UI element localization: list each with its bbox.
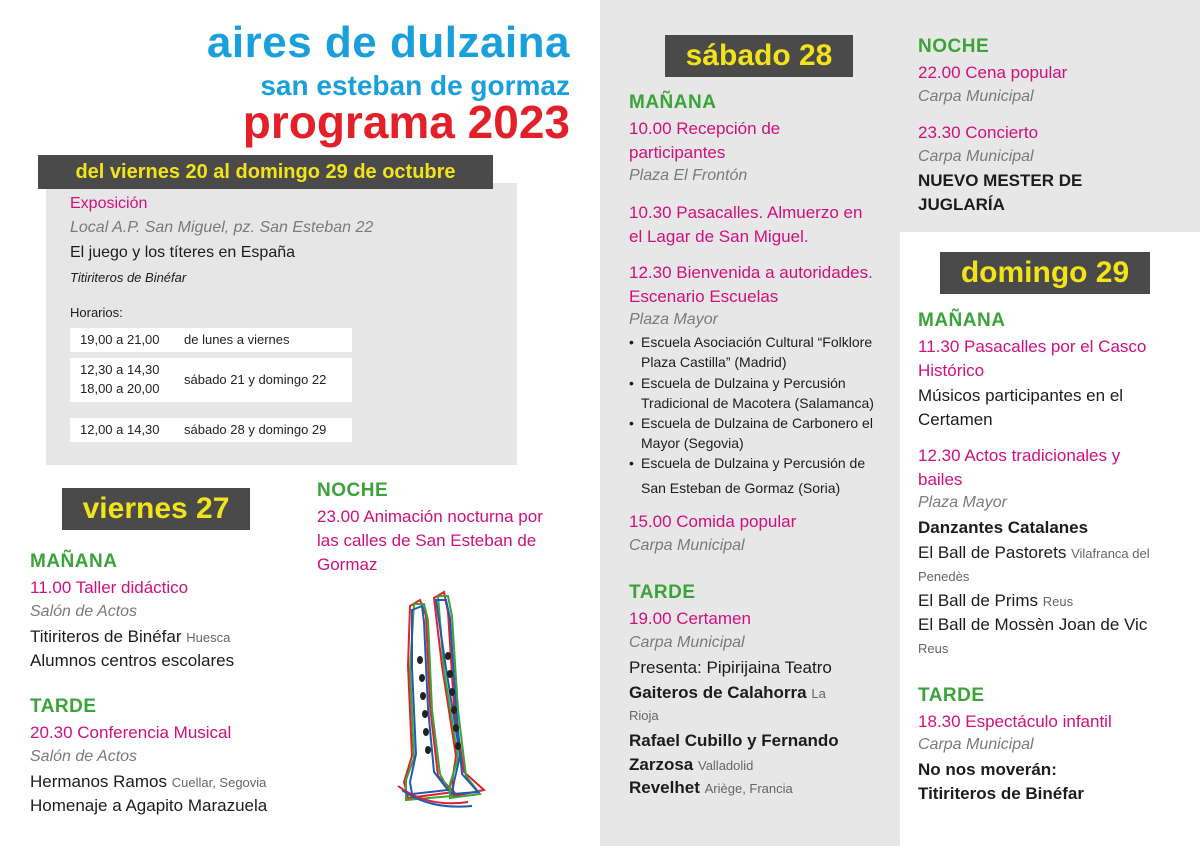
friday-morning-extra: Alumnos centros escolares (30, 651, 235, 670)
saturday-morning-label: MAÑANA (629, 92, 717, 113)
saturday-event: 15.00 Comida popular (629, 512, 797, 531)
sunday-event-detail: Músicos participantes en el (918, 386, 1124, 405)
exhibition-name: El juego y los títeres en España (70, 244, 296, 261)
sunday-event-detail: Certamen (918, 410, 993, 429)
saturday-event: 10.00 Recepción de (629, 119, 781, 138)
saturday-event-place: Carpa Municipal (629, 634, 745, 651)
sunday-event: Histórico (918, 361, 985, 380)
saturday-night-place: Carpa Municipal (918, 148, 1034, 165)
saturday-banner: sábado 28 (665, 35, 853, 77)
sunday-event: 11.30 Pasacalles por el Casco (918, 337, 1147, 356)
saturday-event: 19.00 Certamen (629, 609, 751, 628)
group-origin: Ariège, Francia (704, 781, 793, 796)
group-origin: Valladolid (697, 758, 754, 773)
saturday-night-event: 22.00 Cena popular (918, 63, 1068, 82)
saturday-event-place: Carpa Municipal (629, 537, 745, 554)
saturday-group: Revelhet Ariège, Francia (629, 778, 793, 797)
hours-time: 12,00 a 14,30 (80, 422, 160, 437)
dance-origin: Reus (918, 641, 949, 656)
group-origin: Rioja (629, 708, 659, 723)
program-year-title: programa 2023 (242, 96, 570, 148)
hours-time: 12,30 a 14,30 (80, 362, 160, 377)
saturday-event: Escenario Escuelas (629, 287, 779, 306)
saturday-night-label: NOCHE (918, 36, 990, 57)
exhibition-date-banner: del viernes 20 al domingo 29 de octubre (38, 155, 493, 189)
saturday-group: Gaiteros de Calahorra La (629, 683, 826, 702)
school-item: Mayor (Segovia) (641, 435, 744, 451)
saturday-event: 10.30 Pasacalles. Almuerzo en (629, 203, 863, 222)
saturday-night-place: Carpa Municipal (918, 88, 1034, 105)
friday-night-event: Gormaz (317, 555, 378, 574)
school-bullet-icon: • (629, 375, 634, 391)
sunday-show: Titiriteros de Binéfar (918, 784, 1084, 803)
dance-origin: Reus (1042, 594, 1074, 609)
saturday-night-event: 23.30 Concierto (918, 123, 1039, 142)
saturday-event-place: Plaza El Frontón (629, 167, 748, 184)
friday-night-event: 23.00 Animación nocturna por (317, 507, 543, 526)
hours-time: 19,00 a 21,00 (80, 332, 160, 347)
sunday-dance: El Ball de Mossèn Joan de Vic (918, 615, 1148, 634)
sunday-event: bailes (918, 470, 963, 489)
performer-origin: Huesca (186, 630, 231, 645)
friday-afternoon-performer: Hermanos Ramos Cuellar, Segovia (30, 772, 267, 791)
school-item: San Esteban de Gormaz (Soria) (641, 480, 841, 496)
saturday-group: Zarzosa Valladolid (629, 755, 754, 774)
saturday-group: Rafael Cubillo y Fernando (629, 731, 839, 750)
hours-time: 18,00 a 20,00 (80, 381, 160, 396)
saturday-night-band: JUGLARÍA (918, 195, 1005, 214)
school-item: Escuela de Dulzaina de Carbonero el (641, 415, 873, 431)
friday-night-event: las calles de San Esteban de (317, 531, 537, 550)
hours-days: sábado 21 y domingo 22 (184, 372, 327, 387)
saturday-event-place: Plaza Mayor (629, 311, 718, 328)
saturday-night-band: NUEVO MESTER DE (918, 171, 1083, 190)
school-bullet-icon: • (629, 455, 634, 471)
sunday-event: 18.30 Espectáculo infantil (918, 712, 1112, 731)
hours-row (70, 328, 352, 352)
sunday-event-place: Plaza Mayor (918, 494, 1007, 511)
friday-afternoon-event: 20.30 Conferencia Musical (30, 723, 232, 742)
friday-morning-label: MAÑANA (30, 551, 118, 572)
dance-origin: Vilafranca del (1071, 546, 1150, 561)
saturday-presenter: Presenta: Pipirijaina Teatro (629, 658, 832, 677)
school-item: Tradicional de Macotera (Salamanca) (641, 395, 874, 411)
school-item: Escuela de Dulzaina y Percusión de (641, 455, 866, 471)
friday-afternoon-place: Salón de Actos (30, 748, 138, 765)
festival-location: san esteban de gormaz (260, 70, 570, 101)
friday-morning-event: 11.00 Taller didáctico (30, 578, 189, 597)
friday-afternoon-extra: Homenaje a Agapito Marazuela (30, 796, 268, 815)
sunday-group: Danzantes Catalanes (918, 518, 1089, 537)
friday-morning-place: Salón de Actos (30, 603, 138, 620)
saturday-event: el Lagar de San Miguel. (629, 227, 809, 246)
hours-days: sábado 28 y domingo 29 (184, 422, 327, 437)
festival-title: aires de dulzaina (206, 18, 570, 67)
sunday-dance: El Ball de Prims Reus (918, 591, 1074, 610)
school-item: Plaza Castilla” (Madrid) (641, 354, 787, 370)
exhibition-place: Local A.P. San Miguel, pz. San Esteban 22 (70, 219, 374, 236)
hours-row (70, 418, 352, 442)
exhibition-title: Exposición (70, 195, 148, 212)
exhibition-author: Titiriteros de Binéfar (70, 270, 187, 285)
school-bullet-icon: • (629, 334, 634, 350)
friday-afternoon-label: TARDE (30, 696, 97, 717)
performer-origin: Cuellar, Segovia (171, 775, 267, 790)
sunday-morning-label: MAÑANA (918, 310, 1006, 331)
friday-night-label: NOCHE (317, 480, 389, 501)
dance-origin: Penedès (918, 569, 970, 584)
hours-row (70, 358, 352, 402)
sunday-afternoon-label: TARDE (918, 685, 985, 706)
hours-label: Horarios: (70, 305, 123, 320)
sunday-banner: domingo 29 (940, 252, 1150, 294)
school-item: Escuela Asociación Cultural “Folklore (641, 334, 873, 350)
sunday-event-place: Carpa Municipal (918, 736, 1034, 753)
school-item: Escuela de Dulzaina y Percusión (641, 375, 846, 391)
friday-banner: viernes 27 (62, 488, 250, 530)
saturday-event: 12.30 Bienvenida a autoridades. (629, 263, 873, 282)
sunday-event: 12.30 Actos tradicionales y (918, 446, 1121, 465)
school-bullet-icon: • (629, 415, 634, 431)
sunday-show: No nos moverán: (918, 760, 1057, 779)
sunday-dance: El Ball de Pastorets Vilafranca del (918, 543, 1150, 562)
dulzaina-illustration (368, 586, 498, 816)
saturday-event: participantes (629, 143, 726, 162)
hours-days: de lunes a viernes (184, 332, 290, 347)
saturday-afternoon-label: TARDE (629, 582, 696, 603)
friday-morning-performer: Titiriteros de Binéfar Huesca (30, 627, 231, 646)
group-origin: La (811, 686, 826, 701)
